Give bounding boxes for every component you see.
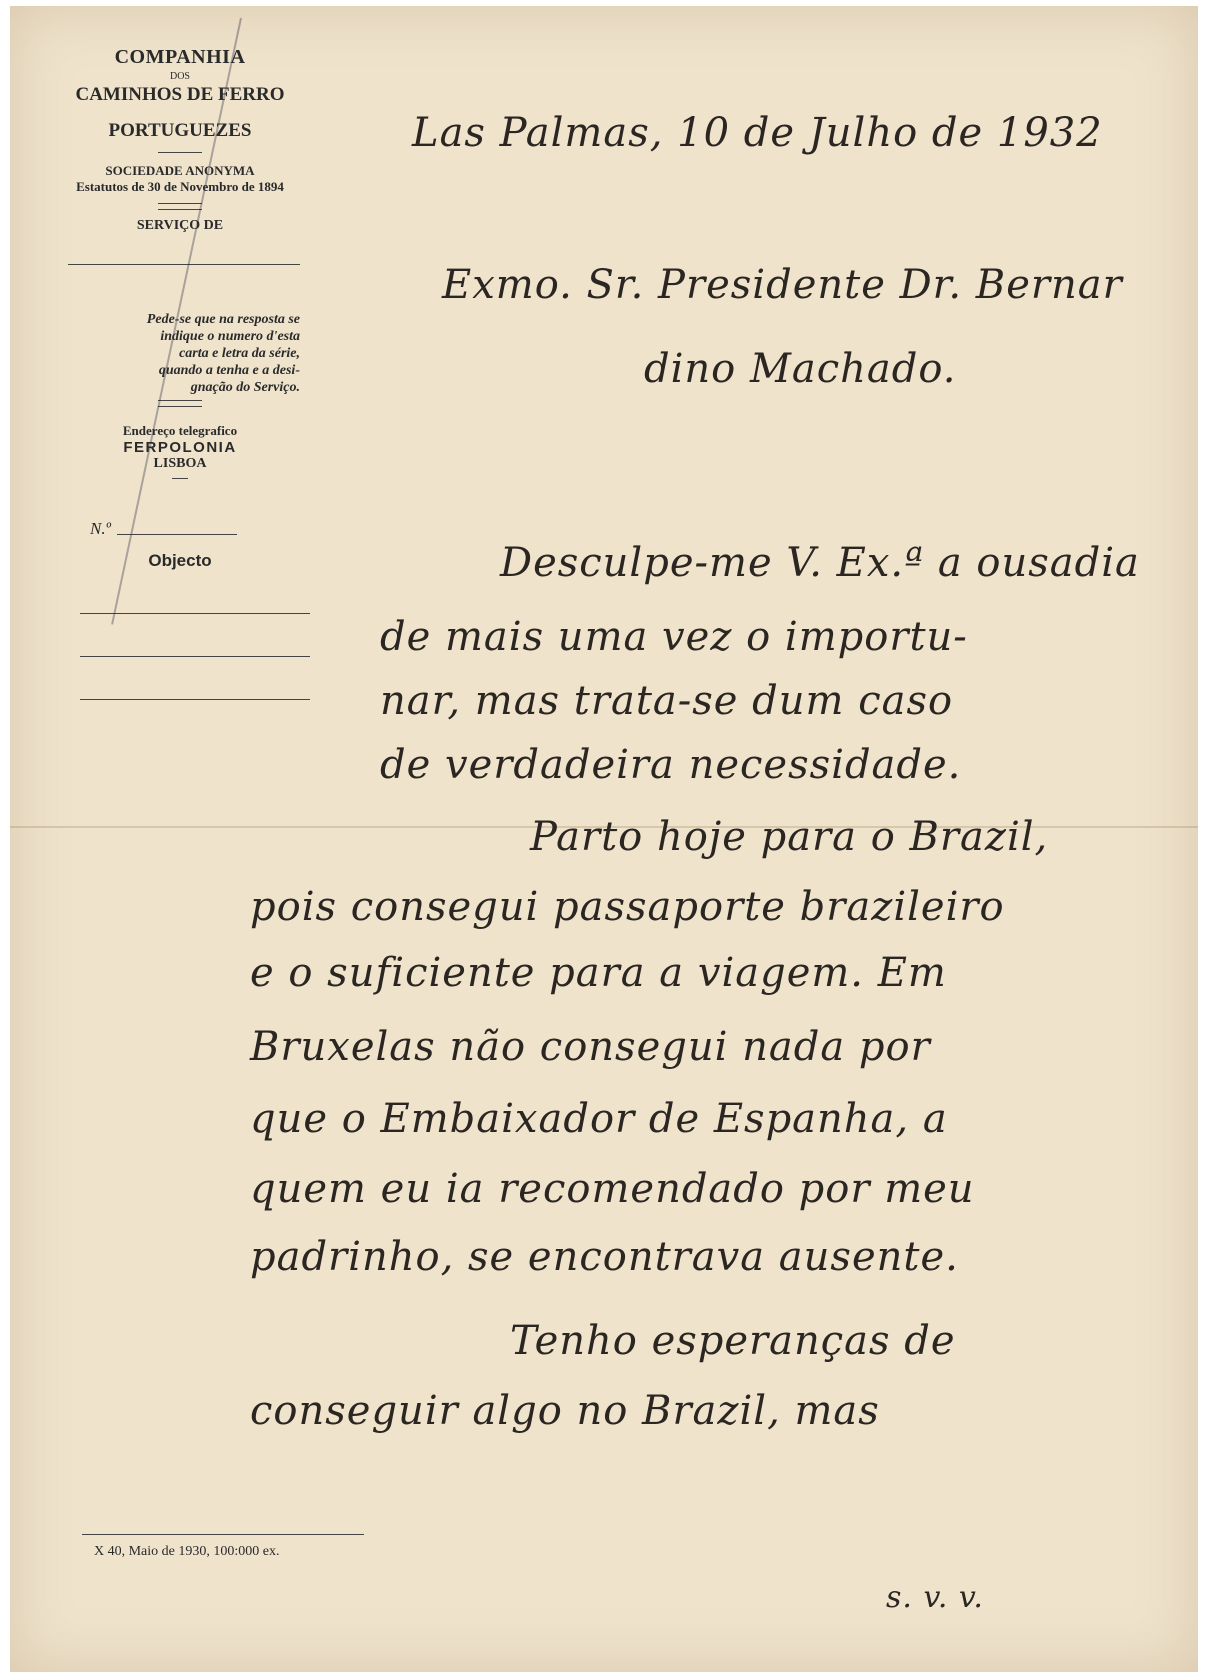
letter-line: e o suficiente para a viagem. Em — [250, 950, 947, 996]
print-footer: X 40, Maio de 1930, 100:000 ex. — [94, 1544, 280, 1559]
servico-line — [68, 264, 300, 265]
letter-line: Parto hoje para o Brazil, — [530, 814, 1049, 860]
letterhead-company: COMPANHIA — [114, 46, 246, 68]
letter-line: que o Embaixador de Espanha, a — [250, 1096, 948, 1142]
letterhead-line2: CAMINHOS DE FERRO — [75, 84, 285, 105]
letter-line: padrinho, se encontrava ausente. — [250, 1234, 959, 1280]
letter-date: Las Palmas, 10 de Julho de 1932 — [412, 110, 1103, 156]
divider — [158, 152, 202, 153]
divider — [158, 203, 202, 210]
letterhead-estatutos: Estatutos de 30 de Novembro de 1894 — [76, 179, 284, 194]
letterhead — [50, 46, 310, 700]
reply-instruction-line: quando a tenha e a desi- — [158, 363, 300, 378]
number-line — [117, 534, 237, 535]
letterhead-sociedade: SOCIEDADE ANONYMA — [105, 163, 255, 178]
letter-salutation: dino Machado. — [644, 346, 957, 392]
letter-line: nar, mas trata-se dum caso — [380, 678, 954, 724]
letterhead-line3: PORTUGUEZES — [108, 120, 252, 141]
letter-line: de mais uma vez o importu- — [380, 614, 968, 660]
letter-line: quem eu ia recomendado por meu — [250, 1166, 975, 1212]
letter-salutation: Exmo. Sr. Presidente Dr. Bernar — [442, 262, 1123, 308]
reply-instruction-line: gnação do Serviço. — [190, 380, 300, 395]
reply-instruction-line: Pede-se que na resposta se — [146, 312, 300, 327]
letter-sheet — [10, 6, 1198, 1672]
reply-instruction-line: carta e letra da série, — [179, 346, 300, 361]
reply-instruction-line: indique o numero d'esta — [160, 329, 300, 344]
letterhead-city: LISBOA — [153, 456, 207, 471]
letter-line: de verdadeira necessidade. — [380, 742, 962, 788]
objecto-label: Objecto — [148, 551, 212, 570]
telegraph-label: Endereço telegrafico — [122, 423, 238, 438]
letter-line: pois consegui passaporte brazileiro — [250, 884, 1005, 930]
divider — [158, 400, 202, 407]
objecto-line — [80, 699, 310, 700]
letterhead-servico: SERVIÇO DE — [136, 218, 224, 233]
letterhead-dos: DOS — [169, 71, 190, 82]
reply-instructions — [50, 311, 310, 396]
footer-rule — [82, 1534, 364, 1535]
divider — [172, 478, 188, 479]
objecto-line — [80, 656, 310, 657]
letter-line: Bruxelas não consegui nada por — [250, 1024, 931, 1070]
number-field — [50, 519, 310, 539]
number-label: N.º — [90, 519, 111, 538]
letter-line: Tenho esperanças de — [510, 1318, 956, 1364]
letter-line: Desculpe-me V. Ex.ª a ousadia — [500, 540, 1140, 586]
page-turn-note: s. v. v. — [886, 1580, 984, 1615]
letter-line: conseguir algo no Brazil, mas — [250, 1388, 880, 1434]
telegraph-address: FERPOLONIA — [123, 439, 237, 456]
